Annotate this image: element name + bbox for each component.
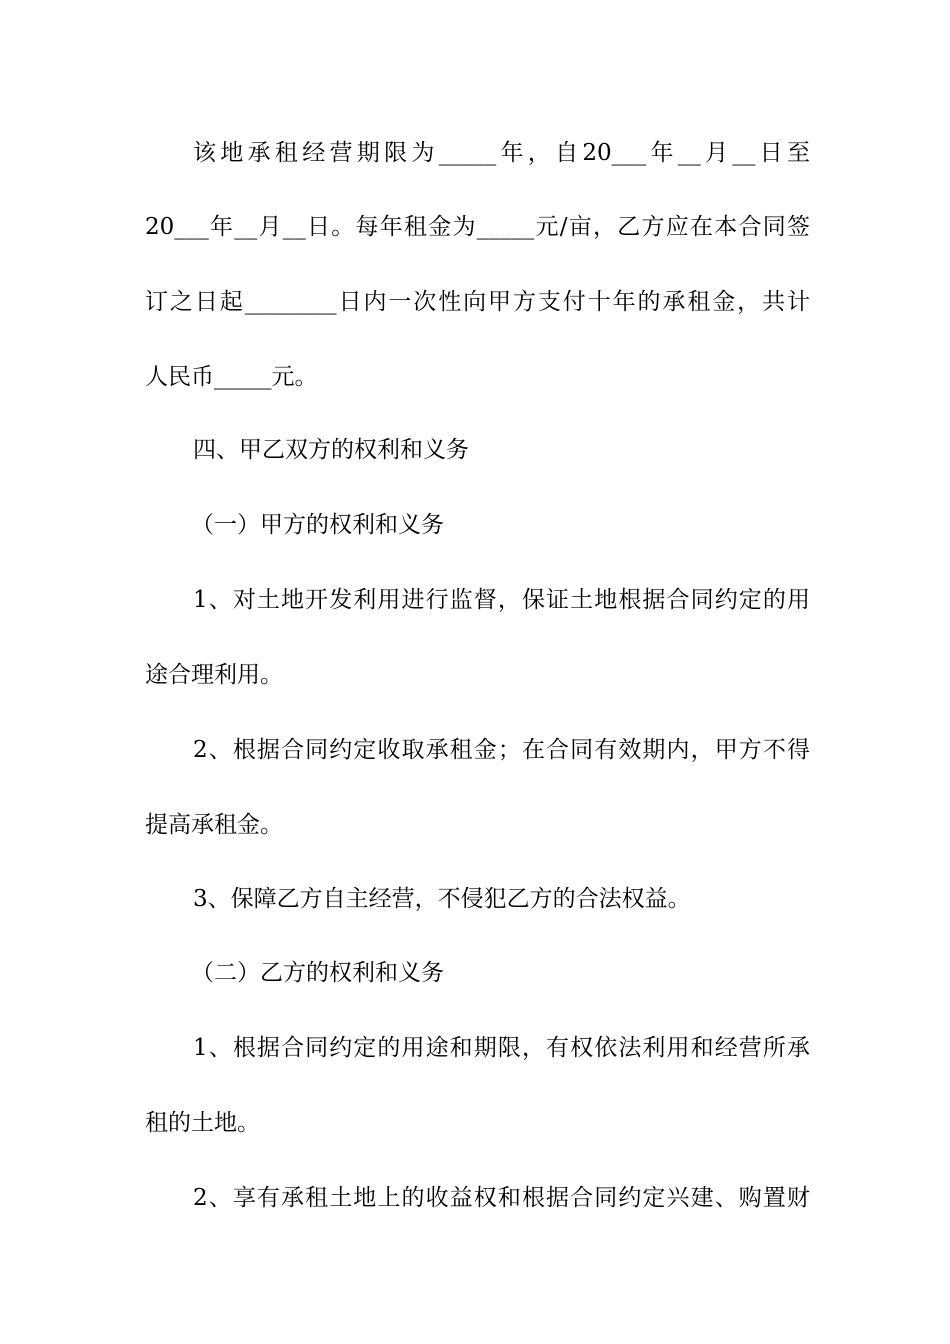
paragraph-line: 人民币_____元。 <box>145 364 318 390</box>
paragraph-line: 该地承租经营期限为_____年，自20___年__月__日至 <box>193 140 810 166</box>
paragraph-line: 2、根据合同约定收取承租金；在合同有效期内，甲方不得 <box>193 737 810 763</box>
paragraph-line: 2、享有承租土地上的收益权和根据合同约定兴建、购置财 <box>193 1185 810 1211</box>
paragraph-line: 20___年__月__日。每年租金为_____元/亩，乙方应在本合同签 <box>145 214 810 240</box>
paragraph-line: 途合理利用。 <box>145 662 283 688</box>
paragraph-line: 1、根据合同约定的用途和期限，有权依法利用和经营所承 <box>193 1035 810 1061</box>
paragraph-line: 提高承租金。 <box>145 812 283 838</box>
subsection-heading: （二）乙方的权利和义务 <box>191 960 444 986</box>
section-heading: 四、甲乙双方的权利和义务 <box>193 437 469 463</box>
paragraph-line: 租的土地。 <box>145 1110 260 1136</box>
subsection-heading: （一）甲方的权利和义务 <box>191 512 444 538</box>
paragraph-line: 订之日起________日内一次性向甲方支付十年的承租金，共计 <box>145 289 810 315</box>
paragraph-line: 3、保障乙方自主经营，不侵犯乙方的合法权益。 <box>193 886 691 912</box>
paragraph-line: 1、对土地开发利用进行监督，保证土地根据合同约定的用 <box>193 587 810 613</box>
